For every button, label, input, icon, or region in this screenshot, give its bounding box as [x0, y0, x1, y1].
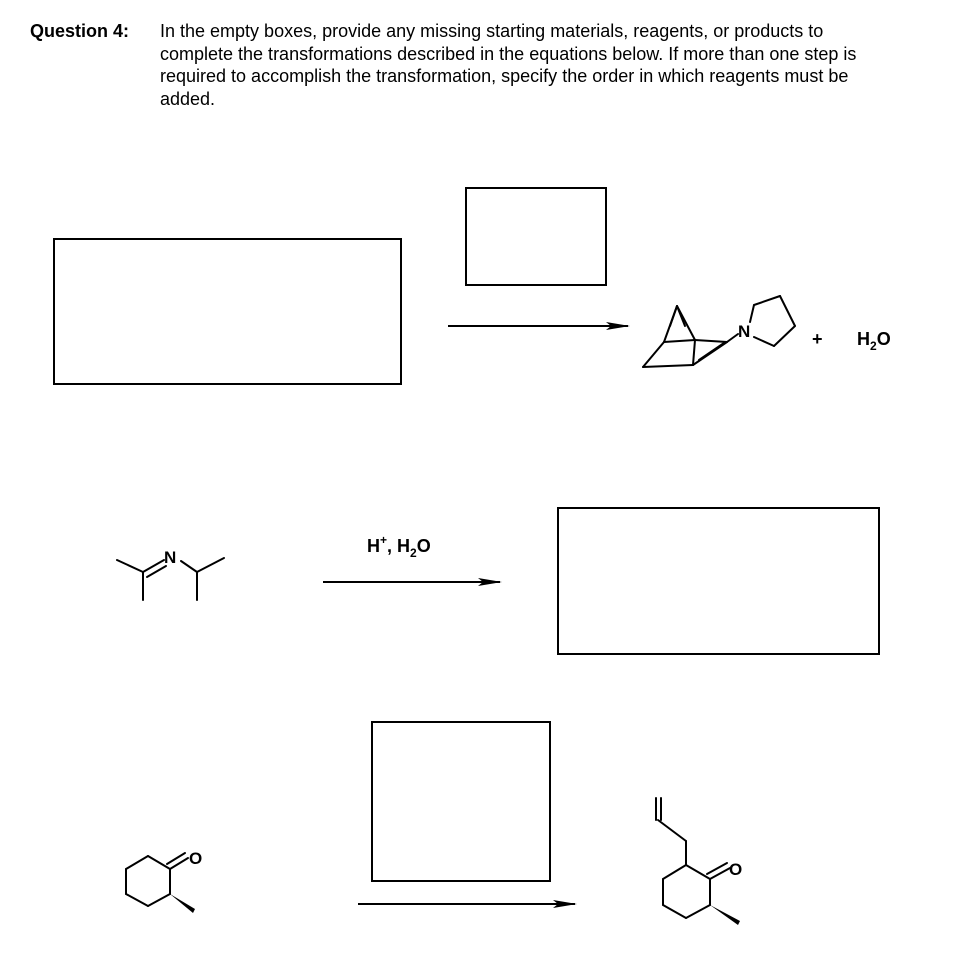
enamine-norbornene-pyrrolidine-structure [643, 296, 795, 367]
ketone-oxygen-label: O [189, 849, 203, 868]
product-methyl-wedge-bond [710, 905, 740, 925]
2-methylcyclohexanone-structure [126, 853, 188, 906]
allylated-methylcyclohexanone-structure [656, 798, 730, 918]
plus-sign: + [812, 329, 823, 349]
methyl-wedge-bond [170, 894, 195, 913]
reaction-2-reagents: H+, $H_2O$ [367, 533, 431, 560]
product-ketone-oxygen-label: O [729, 860, 743, 879]
question-instructions: In the empty boxes, provide any missing starting materials, reagents, or products to complete the transformations described in the equations below. If more than one step is required to accomplish the transformation, specify the order in which reagents must be added. [160, 21, 857, 109]
water-byproduct: $H_2O$ [857, 329, 891, 353]
imine-nitrogen-label: N [164, 548, 177, 567]
question-label: Question 4: [30, 21, 130, 41]
enamine-nitrogen-label: N [738, 322, 751, 341]
